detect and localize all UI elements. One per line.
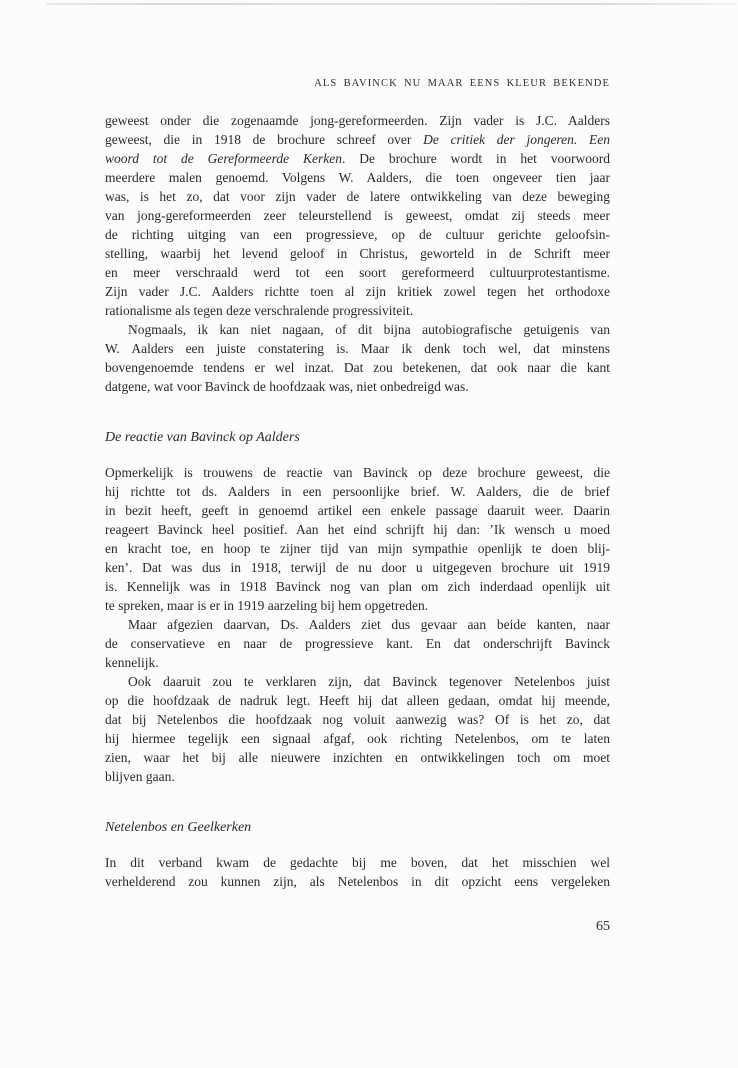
- text-line: van jong-gereformeerden zeer teleurstellend is geweest, omdat zij steeds meer: [105, 208, 610, 223]
- book-page: [105, 0, 610, 935]
- page-number: 65: [596, 919, 610, 934]
- paragraph: [105, 672, 610, 786]
- paragraph: [105, 463, 610, 615]
- text-line: woord tot de Gereformeerde Kerken. De brochure wordt in het voorwoord: [105, 151, 611, 166]
- paragraph: [105, 111, 610, 320]
- text-line: dat bij Netelenbos die hoofdzaak nog voluit aanwezig was? Of is het zo, dat: [105, 712, 610, 727]
- text-line: stelling, waarbij het levend geloof in Christus, geworteld in de Schrift meer: [105, 246, 610, 261]
- text-line: en kracht toe, en hoop te zijner tijd van mijn sympathie openlijk te doen blij-: [105, 541, 610, 556]
- text-line: geweest onder die zogenaamde jong-gereformeerden. Zijn vader is J.C. Aalders: [105, 113, 610, 128]
- text-line: reageert Bavinck heel positief. Aan het eind schrijft hij dan: ’Ik wensch u moed: [105, 522, 610, 537]
- text-line: bovengenoemde tendens er wel inzat. Dat zou betekenen, dat ook naar die kant: [105, 360, 610, 375]
- text-line: ken’. Dat was dus in 1918, terwijl de nu door u uitgegeven brochure uit 1919: [105, 560, 610, 575]
- text-line: Maar afgezien daarvan, Ds. Aalders ziet dus gevaar aan beide kanten, naar: [128, 617, 610, 632]
- text-line: in bezit heeft, geeft in genoemd artikel een enkele passage daaruit weer. Daarin: [105, 503, 610, 518]
- text-line: blijven gaan.: [105, 769, 175, 784]
- text-line: de conservatieve en naar de progressieve kant. En dat onderschrijft Bavinck: [105, 636, 610, 651]
- text-line: meerdere malen genoemd. Volgens W. Aalders, die toen ongeveer tien jaar: [105, 170, 610, 185]
- text-line: rationalisme als tegen deze verschralende progressiviteit.: [105, 303, 414, 318]
- text-line: de richting uitging van een progressieve, op de cultuur gerichte geloofsin-: [105, 227, 610, 242]
- text-line: verhelderend zou kunnen zijn, als Netelenbos in dit opzicht eens vergeleken: [105, 874, 610, 889]
- text-line: geweest, die in 1918 de brochure schreef over De critiek der jongeren. Een: [105, 132, 610, 147]
- text-line: kennelijk.: [105, 655, 159, 670]
- text-line: hij hiermee tegelijk een signaal afgaf, ook richting Netelenbos, om te laten: [105, 731, 610, 746]
- text-line: op die hoofdzaak de nadruk legt. Heeft hij dat alleen gedaan, omdat hij meende,: [105, 693, 610, 708]
- paragraph: [105, 615, 610, 672]
- text-line: is. Kennelijk was in 1918 Bavinck nog van plan om zich inderdaad openlijk uit: [105, 579, 610, 594]
- text-line: en meer verschraald werd tot een soort gereformeerd cultuurprotestantisme.: [105, 265, 610, 280]
- text-line: datgene, wat voor Bavinck de hoofdzaak was, niet onbedreigd was.: [105, 379, 469, 394]
- running-header: ALS BAVINCK NU MAAR EENS KLEUR BEKENDE: [314, 78, 610, 89]
- text-line: Zijn vader J.C. Aalders richtte toen al zijn kritiek zowel tegen het orthodoxe: [105, 284, 610, 299]
- text-line: Nogmaals, ik kan niet nagaan, of dit bijna autobiografische getuigenis van: [128, 322, 610, 337]
- paragraph: [105, 853, 610, 891]
- section-heading: Netelenbos en Geelkerken: [105, 820, 252, 835]
- section-heading: De reactie van Bavinck op Aalders: [105, 430, 300, 445]
- text-line: was, is het zo, dat voor zijn vader de latere ontwikkeling van deze beweging: [105, 189, 610, 204]
- paragraph: [105, 320, 610, 396]
- text-line: W. Aalders een juiste constatering is. Maar ik denk toch wel, dat minstens: [105, 341, 610, 356]
- text-line: zien, waar het bij alle nieuwere inzichten en ontwikkelingen toch om moet: [105, 750, 610, 765]
- text-line: hij richtte tot ds. Aalders in een persoonlijke brief. W. Aalders, die de brief: [105, 484, 610, 499]
- text-line: Ook daaruit zou te verklaren zijn, dat Bavinck tegenover Netelenbos juist: [128, 674, 610, 689]
- text-line: In dit verband kwam de gedachte bij me boven, dat het misschien wel: [105, 855, 610, 870]
- document-body: [105, 111, 610, 891]
- text-line: te spreken, maar is er in 1919 aarzeling bij hem opgetreden.: [105, 598, 429, 613]
- text-line: Opmerkelijk is trouwens de reactie van Bavinck op deze brochure geweest, die: [105, 465, 610, 480]
